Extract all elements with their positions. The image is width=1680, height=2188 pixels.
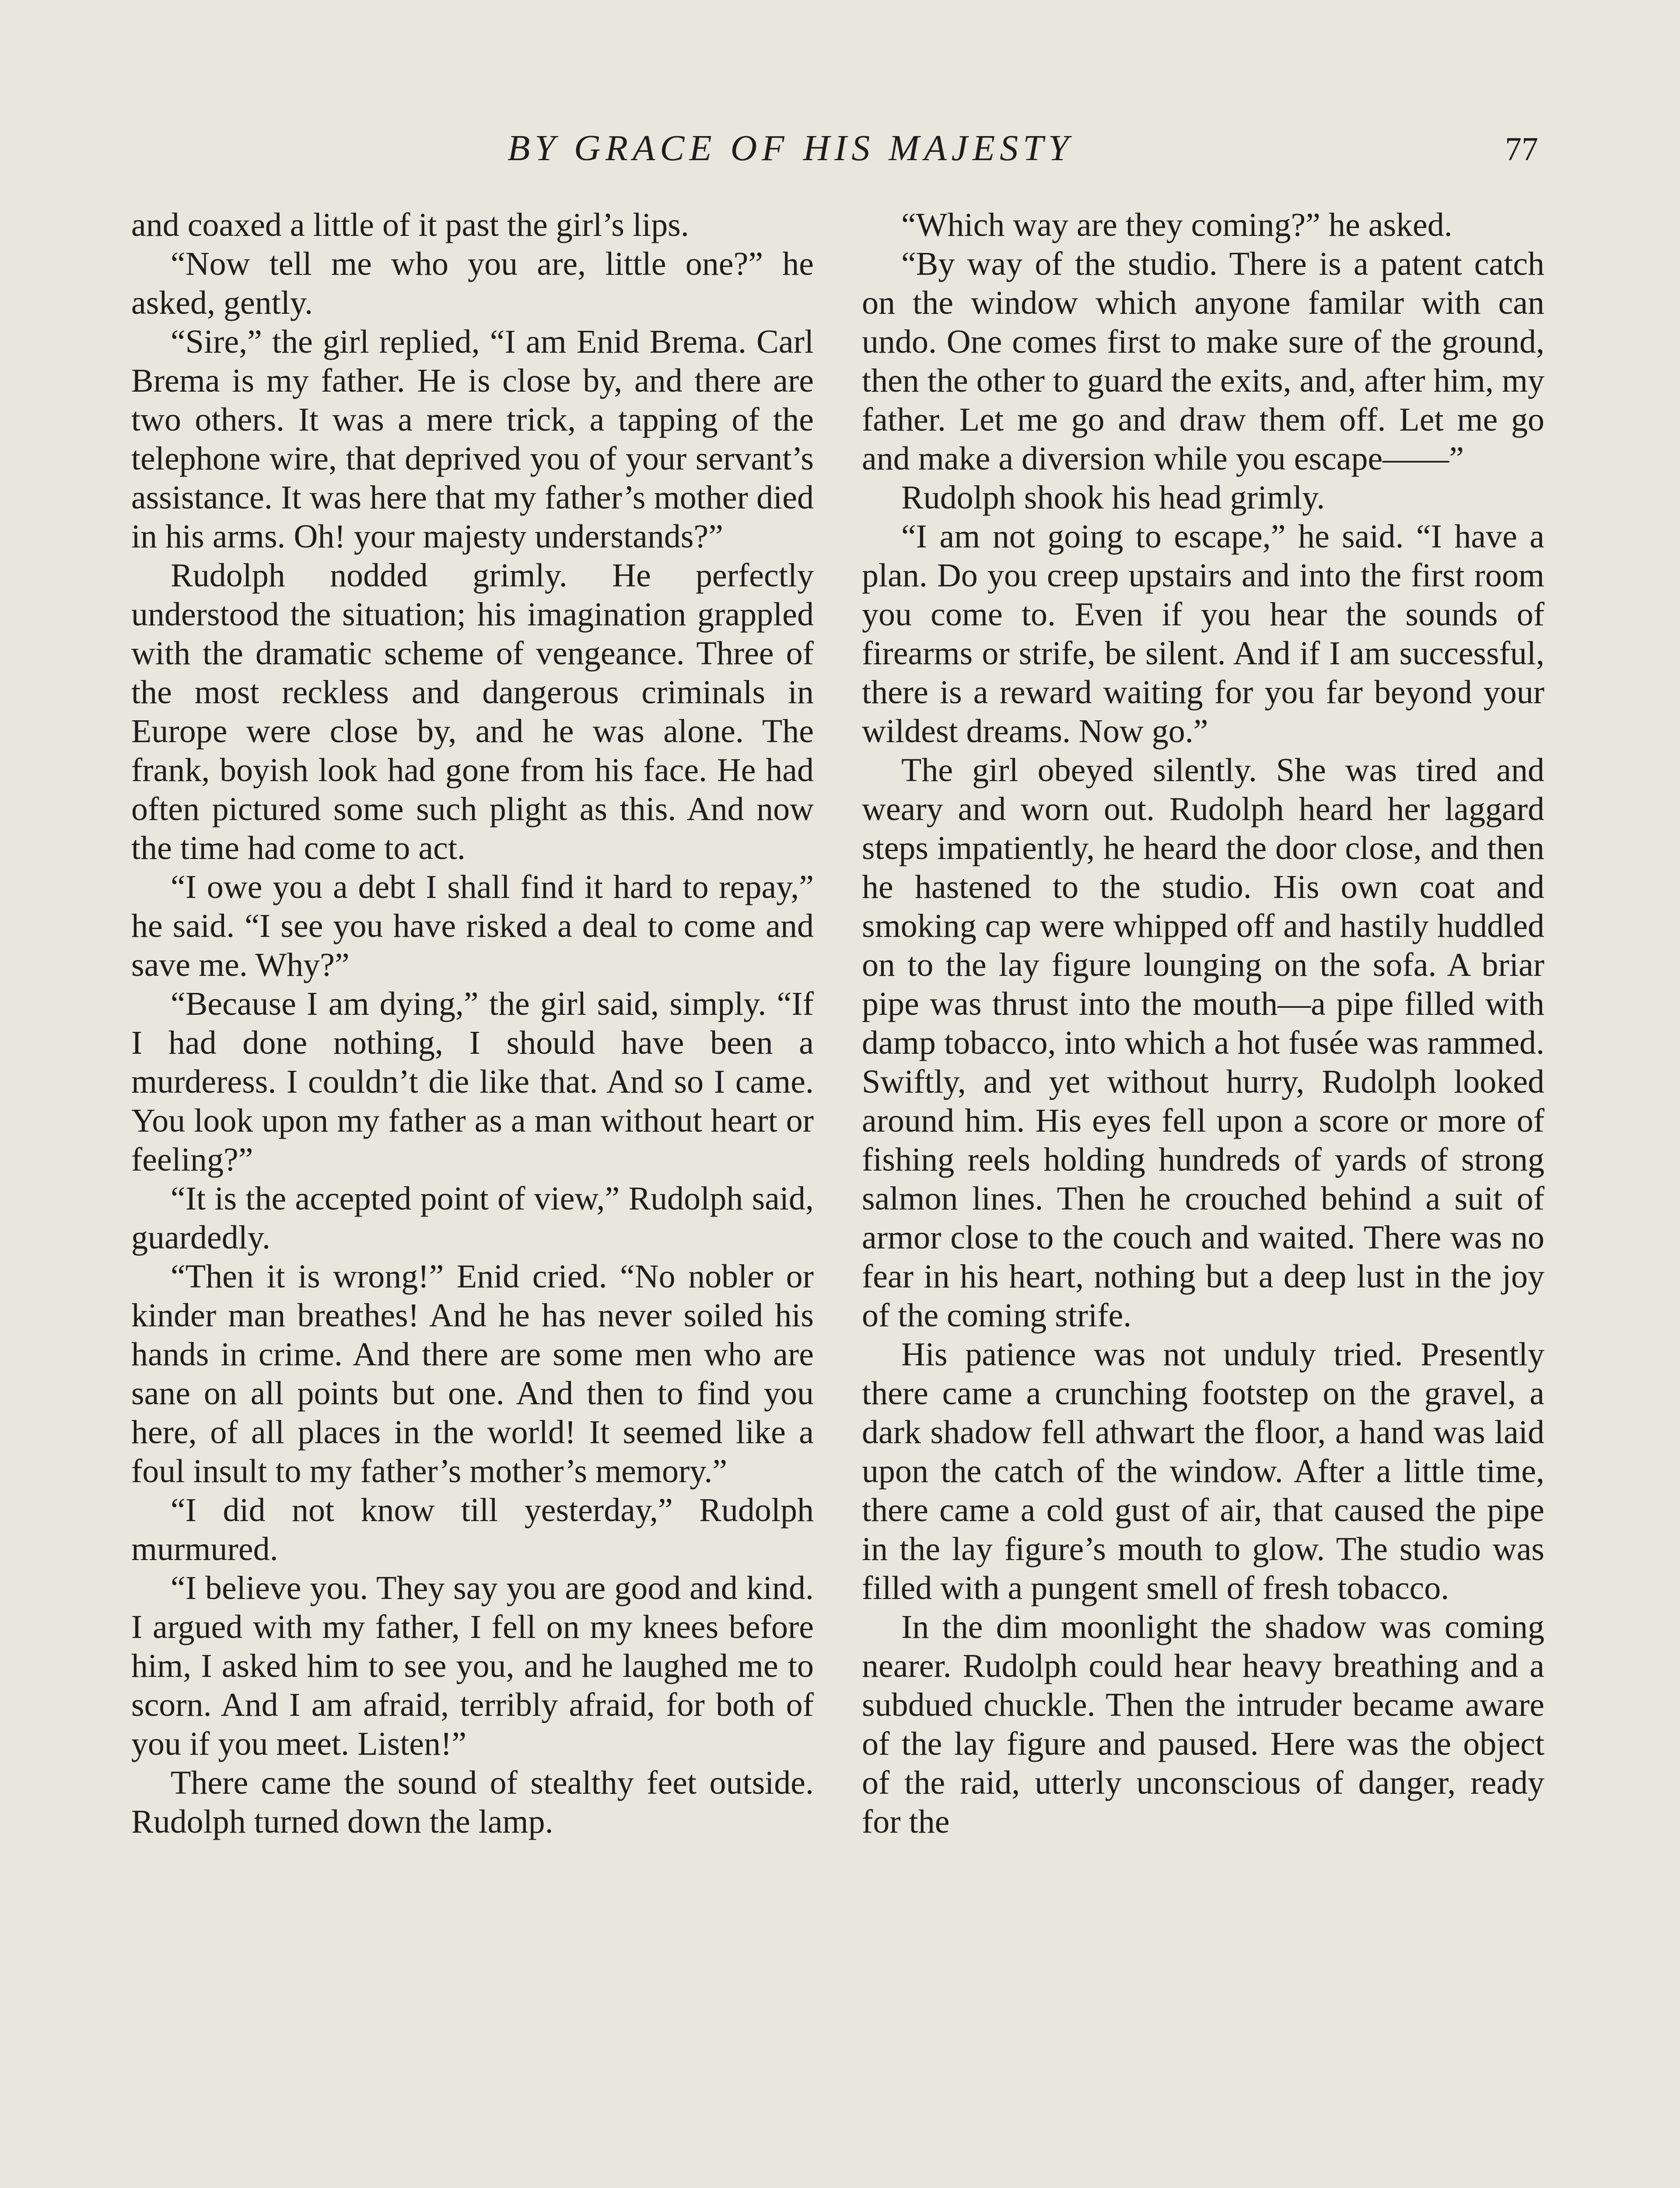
page-header	[0, 127, 1680, 175]
paragraph: “Sire,” the girl replied, “I am Enid Brema. Carl Brema is my father. He is close by, and there are two others. It was a mere trick, a tapping of the telephone wire, that deprived you of your servant’s assistance. It was here that my father’s mother died in his arms. Oh! your majesty understands?”	[131, 323, 814, 555]
paragraph: His patience was not unduly tried. Presently there came a crunching footstep on the gravel, a dark shadow fell athwart the floor, a hand was laid upon the catch of the window. After a little time, there came a cold gust of air, that caused the pipe in the lay figure’s mouth to glow. The studio was filled with a pungent smell of fresh tobacco.	[862, 1336, 1544, 1606]
paragraph: The girl obeyed silently. She was tired and weary and worn out. Rudolph heard her laggard steps impatiently, he heard the door close, and then he hastened to the studio. His own coat and smoking cap were whipped off and hastily huddled on to the lay figure lounging on the sofa. A briar pipe was thrust into the mouth—a pipe filled with damp tobacco, into which a hot fusée was rammed. Swiftly, and yet without hurry, Rudolph looked around him. His eyes fell upon a score or more of fishing reels holding hundreds of yards of strong salmon lines. Then he crouched behind a suit of armor close to the couch and waited. There was no fear in his heart, nothing but a deep lust in the joy of the coming strife.	[862, 752, 1544, 1334]
paragraph: “I am not going to escape,” he said. “I have a plan. Do you creep upstairs and into the first room you come to. Even if you hear the sounds of firearms or strife, be silent. And if I am successful, there is a reward waiting for you far beyond your wildest dreams. Now go.”	[862, 518, 1544, 750]
paragraph: In the dim moonlight the shadow was coming nearer. Rudolph could hear heavy breathing and a subdued chuckle. Then the intruder became aware of the lay figure and paused. Here was the object of the raid, utterly unconscious of danger, ready for the	[862, 1609, 1544, 1840]
page-number: 77	[1505, 131, 1538, 168]
paragraph: “I did not know till yesterday,” Rudolph murmured.	[131, 1492, 814, 1567]
paragraph: “It is the accepted point of view,” Rudolph said, guardedly.	[131, 1180, 814, 1256]
left-text-column	[131, 206, 814, 1841]
paragraph: “Now tell me who you are, little one?” he asked, gently.	[131, 245, 814, 321]
right-text-column	[862, 206, 1544, 1841]
paragraph: and coaxed a little of it past the girl’s lips.	[131, 207, 689, 243]
paragraph: “I believe you. They say you are good and kind. I argued with my father, I fell on my knees before him, I asked him to see you, and he laughed me to scorn. And I am afraid, terribly afraid, for both of you if you meet. Listen!”	[131, 1570, 814, 1762]
paragraph: Rudolph shook his head grimly.	[901, 479, 1325, 516]
paragraph: Rudolph nodded grimly. He perfectly understood the situation; his imagination grappled with the dramatic scheme of vengeance. Three of the most reckless and dangerous criminals in Europe were close by, and he was alone. The frank, boyish look had gone from his face. He had often pictured some such plight as this. And now the time had come to act.	[131, 557, 814, 866]
paragraph: “Then it is wrong!” Enid cried. “No nobler or kinder man breathes! And he has never soiled his hands in crime. And there are some men who are sane on all points but one. And then to find you here, of all places in the world! It seemed like a foul insult to my father’s mother’s memory.”	[131, 1258, 814, 1490]
paragraph: There came the sound of stealthy feet outside. Rudolph turned down the lamp.	[131, 1764, 814, 1840]
paragraph: “Which way are they coming?” he asked.	[901, 207, 1452, 243]
paragraph: “Because I am dying,” the girl said, simply. “If I had done nothing, I should have been a murderess. I couldn’t die like that. And so I came. You look upon my father as a man without heart or feeling?”	[131, 985, 814, 1178]
running-title: BY GRACE OF HIS MAJESTY	[508, 128, 1074, 168]
paragraph: “I owe you a debt I shall find it hard to repay,” he said. “I see you have risked a deal to come and save me. Why?”	[131, 869, 814, 983]
paragraph: “By way of the studio. There is a patent catch on the window which anyone familar with can undo. One comes first to make sure of the ground, then the other to guard the exits, and, after him, my father. Let me go and draw them off. Let me go and make a diversion while you escape——”	[862, 245, 1544, 477]
